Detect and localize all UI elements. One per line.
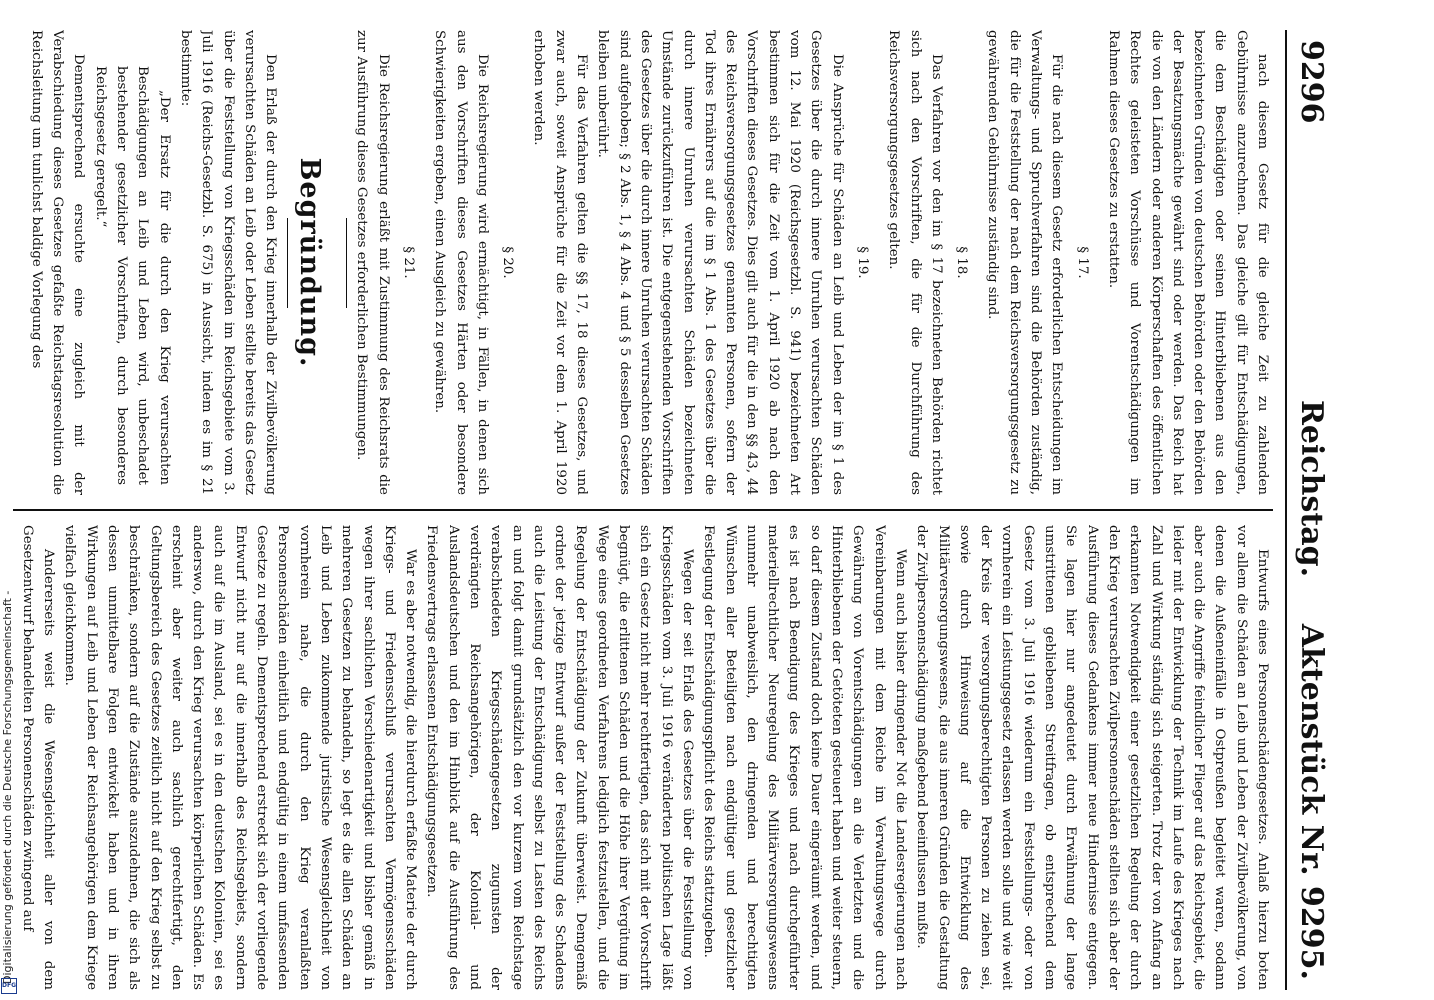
paragraph: Entwurfs eines Personenschädengesetzes. Anlaß hierzu boten vor allem die Schäden an Leib und Leben der Zivilbevölkerung, von denen die Außeneinfälle in Ostpreußen begleitet waren, sodann aber auch die Angriffe feindlicher Flieger auf das Reichsgebiet, die leider mit der Entwicklung der Technik im Laufe des Krieges nach Zahl und Wirkung ständig sich steigerten. Trotz der von Anfang an erkannten Notwendigkeit einer gesetzlichen Regelung der durch den Krieg verursachten Zivilpersonenschäden stellten sich aber der Ausführung dieses Gedankens immer neue Hindernisse entgegen. Sie lagen hier nur angedeutet durch Erwähnung der lange umstrittenen gebliebenen Streitfragen, ob entsprechend dem Gesetz vom 3. Juli 1916 wiederum ein Feststellungs- oder von vornherein ein Leistungsgesetz erlassen werden solle und wie weit der Kreis der versorgungsberechtigten Personen zu ziehen sei, sowie durch Hinweisung auf die Entwicklung des Militärversorgungswesens, die aus inneren Gründen die Gestaltung der Zivilpersonenschädigung maßgebend beeinflussen mußte. — [914, 525, 1270, 990]
section-heading-17: § 17. — [1074, 246, 1090, 279]
section-heading-18: § 18. — [954, 246, 970, 279]
digitization-note: Digitalisierung gefördert durch die Deutsche Forschungsgemeinschaft - — [1, 590, 14, 984]
paragraph: Für die nach diesem Gesetz erforderlichen Entscheidungen im Verwaltungs- und Spruchverfahren sind die Behörden zuständig, die für die Feststellung der nach dem Reichsversorgungsgesetz zu gewährenden Gebührnisse zuständig sind. — [985, 30, 1065, 495]
paragraph: Andererseits weist die Wesensgleichheit aller von dem Gesetzentwurf behandelten Personenschäden zwingend auf — [19, 525, 57, 990]
scanned-document-page — [5, 30, 1335, 990]
running-head: Reichstag. — [1294, 400, 1329, 578]
paragraph: War es aber notwendig, die hierdurch erfaßte Materie der durch Kriegs- und Friedensschluß verursachten Vermögensschäden wegen ihrer sachlichen Verschiedenartigkeit und bisher gemäß in mehreren Gesetzen zu behandeln, so legt es die allen Schäden an Leib und Leben zukommende juristische Wesensgleichheit von vornherein nahe, die durch den Krieg veranlaßten Personenschäden einheitlich und endgültig in einem umfassenden Gesetze zu regeln. Dementsprechend erstreckt sich der vorliegende Entwurf nicht nur auf die innerhalb des Reichsgebiets, sondern auch auf die im Ausland, sei es in den deutschen Kolonien, sei es anderswo, durch den Krieg verursachten körperlichen Schäden. Es erscheint aber weiter auch sachlich gerechtfertigt, den Geltungsbereich des Gesetzes zeitlich nicht auf den Krieg selbst zu beschränken, sondern auf die Zustände auszudehnen, die sich als dessen unmittelbare Folgen entwickelt haben und in ihren Wirkungen auf Leib und Leben der Reichsangehörigen dem Kriege vielfach gleichkommen. — [62, 525, 419, 990]
title-divider — [287, 218, 288, 308]
paragraph: Das Verfahren vor den im § 17 bezeichneten Behörden richtet sich nach den Vorschriften, die für die Durchführung des Reichsversorgungsgesetzes gelten. — [886, 30, 944, 495]
section-title-begruendung: Begründung. — [294, 157, 326, 368]
paragraph: Wegen der seit Erlaß des Gesetzes über die Feststellung von Kriegsschäden vom 3. Juli 1916 veränderten politischen Lage läßt sich ein Gesetz nicht mehr rechtfertigen, das sich mit der Vorschrift begnügt, die erlittenen Schäden und die Höhe ihrer Vergütung im Wege eines geordneten Verfahrens lediglich festzustellen, und die Regelung der Entschädigung der Zukunft überweist. Demgemäß ordnet der jetzige Entwurf außer der Feststellung des Schadens auch die Leistung der Entschädigung selbst zu Lasten des Reichs an und folgt damit grundsätzlich den vor kurzem vom Reichstage verabschiedeten Kriegsschädengesetzen zugunsten der verdrängten Reichsangehörigen, der Kolonial- und Auslandsdeutschen und den im Hinblick auf die Ausführung des Friedensvertrags erlassenen Entschädigungsgesetzen. — [424, 525, 695, 990]
right-column — [13, 525, 1273, 990]
paragraph: Den Erlaß der durch den Krieg innerhalb der Zivilbevölkerung verursachten Schäden an Leib oder Leben stellte bereits das Gesetz über die Feststellung von Kriegsschäden im Reichsgebiete vom 3. Juli 1916 (Reichs-Gesetzbl. S. 675) in Aussicht, indem es im § 21 bestimmte: — [177, 30, 279, 495]
header-rule — [1285, 30, 1287, 990]
paragraph: Die Reichsregierung erläßt mit Zustimmung des Reichsrats die zur Ausführung dieses Gesetzes erforderlichen Bestimmungen. — [354, 30, 391, 495]
column-divider — [13, 509, 1273, 511]
paragraph: Die Ansprüche für Schäden an Leib und Leben der im § 1 des Gesetzes über die durch innere Unruhen verursachten Schäden vom 12. Mai 1920 (Reichsgesetzbl. S. 941) bezeichneten Art bestimmen sich für die Zeit vom 1. April 1920 ab nach den Vorschriften dieses Gesetzes. Dies gilt auch für die in den §§ 43, 44 des Reichsversorgungsgesetzes genannten Personen, sofern der Tod ihres Ernährers auf die im § 1 Abs. 1 des Gesetzes über die durch innere Unruhen verursachten Schäden bezeichneten Umstände zurückzuführen ist. Die entgegenstehenden Vorschriften des Gesetzes über die durch innere Unruhen verursachten Schäden sind aufgehoben; § 2 Abs. 1, § 4 Abs. 4 und § 5 desselben Gesetzes bleiben unberührt. — [595, 30, 845, 495]
page-number: 9296 — [1294, 40, 1329, 124]
quoted-provision: „Der Ersatz für die durch den Krieg verursachten Beschädigungen an Leib und Leben wird, unbeschadet bestehender gesetzlicher Vorschriften, durch besonderes Reichsgesetz geregelt.“ — [92, 66, 172, 485]
section-divider — [346, 218, 347, 308]
paragraph: Wenn auch bisher dringender Not die Landesregierungen nach Vereinbarungen mit dem Reiche im Verwaltungswege durch Gewährung von Vorentschädigungen an die Verletzten und die Hinterbliebenen der Getöteten gesteuert haben und weiter steuern, so darf diesem Zustand doch keine Dauer eingeräumt werden, und es ist nach Beendigung des Krieges und nach durchgeführter materiellrechtlicher Neuregelung des Militärversorgungswesens nunmehr unabweislich, den dringenden und berechtigten Wünschen aller Beteiligten nach endgültiger und gesetzlicher Festlegung der Entschädigungspflicht des Reichs stattzugeben. — [701, 525, 908, 990]
dfg-logo-icon: DFG — [1, 978, 17, 994]
section-heading-21: § 21. — [401, 246, 417, 279]
section-heading-20: § 20. — [500, 246, 516, 279]
document-reference: Aktenstück Nr. 9295. — [1294, 623, 1329, 980]
paragraph: Dementsprechend ersuchte eine zugleich mit der Verabschiedung dieses Gesetzes gefaßte Reichstagsresolution die Reichsleitung um tunlichst baldige Vorlegung des — [28, 30, 87, 495]
section-heading-19: § 19. — [854, 246, 870, 279]
left-column — [13, 30, 1273, 495]
digitization-footer — [0, 0, 18, 996]
paragraph: nach diesem Gesetz für die gleiche Zeit zu zahlenden Gebührnisse anzurechnen. Das gleiche gilt für Entschädigungen, die dem Beschädigten oder seinen Hinterbliebenen aus den bezeichneten Gründen von deutschen Behörden oder den Behörden der Besatzungsmächte gewährt sind oder werden. Das Reich hat die von den Ländern oder anderen Körperschaften des öffentlichen Rechtes geleisteten Vorschüsse und Vorentschädigungen im Rahmen dieses Gesetzes zu erstatten. — [1105, 30, 1270, 495]
paragraph: Für das Verfahren gelten die §§ 17, 18 dieses Gesetzes, und zwar auch, soweit Ansprüche für die Zeit vor dem 1. April 1920 erhoben werden. — [531, 30, 590, 495]
paragraph: Die Reichsregierung wird ermächtigt, in Fällen, in denen sich aus den Vorschriften dieses Gesetzes Härten oder besondere Schwierigkeiten ergeben, einen Ausgleich zu gewähren. — [432, 30, 490, 495]
page-header — [1275, 30, 1335, 990]
